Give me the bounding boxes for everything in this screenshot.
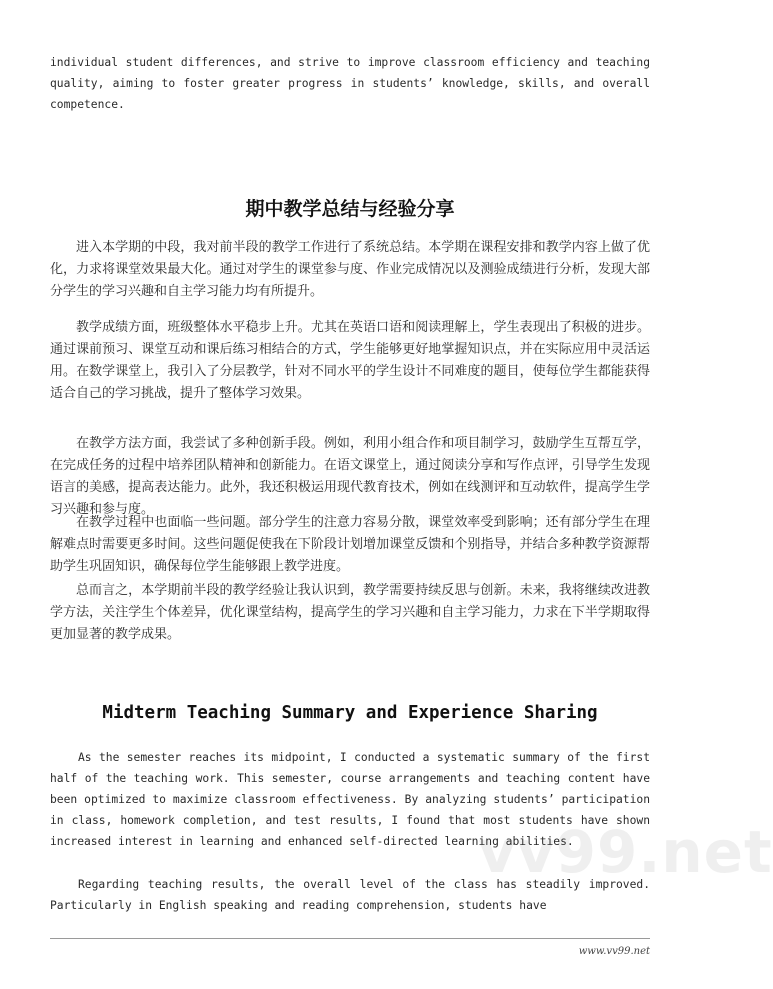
english-paragraph-2: Regarding teaching results, the overall level of the class has steadily improved. Particularly in English speaking and reading comprehension, students have [50, 878, 650, 912]
chinese-paragraph-2: 教学成绩方面，班级整体水平稳步上升。尤其在英语口语和阅读理解上，学生表现出了积极的进步。通过课前预习、课堂互动和课后练习相结合的方式，学生能够更好地掌握知识点，并在实际应用中灵活运用。在数学课堂上，我引入了分层教学，针对不同水平的学生设计不同难度的题目，使每位学生都能获得适合自己的学习挑战，提升了整体学习效果。 [50, 320, 650, 401]
english-section-title: Midterm Teaching Summary and Experience Sharing [102, 703, 598, 723]
chinese-paragraph-4: 在教学过程中也面临一些问题。部分学生的注意力容易分散，课堂效率受到影响；还有部分学生在理解难点时需要更多时间。这些问题促使我在下阶段计划增加课堂反馈和个别指导，并结合多种教学资源帮助学生巩固知识，确保每位学生能够跟上教学进度。 [50, 515, 650, 574]
chinese-paragraph-5: 总而言之，本学期前半段的教学经验让我认识到，教学需要持续反思与创新。未来，我将继续改进教学方法，关注学生个体差异，优化课堂结构，提高学生的学习兴趣和自主学习能力，力求在下半学期取得更加显著的教学成果。 [50, 583, 650, 642]
chinese-paragraph-3: 在教学方法方面，我尝试了多种创新手段。例如，利用小组合作和项目制学习，鼓励学生互帮互学，在完成任务的过程中培养团队精神和创新能力。在语文课堂上，通过阅读分享和写作点评，引导学生发现语言的美感，提高表达能力。此外，我还积极运用现代教育技术，例如在线测评和互动软件，提高学生学习兴趣和参与度。 [50, 436, 650, 517]
chinese-section-title: 期中教学总结与经验分享 [245, 198, 455, 220]
footer-url: www.vv99.net [578, 946, 650, 957]
watermark: vv99.net [478, 818, 773, 886]
english-paragraph-1: As the semester reaches its midpoint, I conducted a systematic summary of the first half of the teaching work. This semester, course arrangements and teaching content have been optimized to maximize classroom effectiveness. By analyzing students’ participation in class, homework completion, and test results, I found that most students have shown increased interest in learning and enhanced self-directed learning abilities. [50, 751, 650, 848]
footer-divider [50, 938, 650, 939]
intro-paragraph: individual student differences, and strive to improve classroom efficiency and teaching quality, aiming to foster greater progress in students’ knowledge, skills, and overall competence. [50, 56, 650, 111]
chinese-paragraph-1: 进入本学期的中段，我对前半段的教学工作进行了系统总结。本学期在课程安排和教学内容上做了优化，力求将课堂效果最大化。通过对学生的课堂参与度、作业完成情况以及测验成绩进行分析，发现大部分学生的学习兴趣和自主学习能力均有所提升。 [50, 240, 650, 299]
